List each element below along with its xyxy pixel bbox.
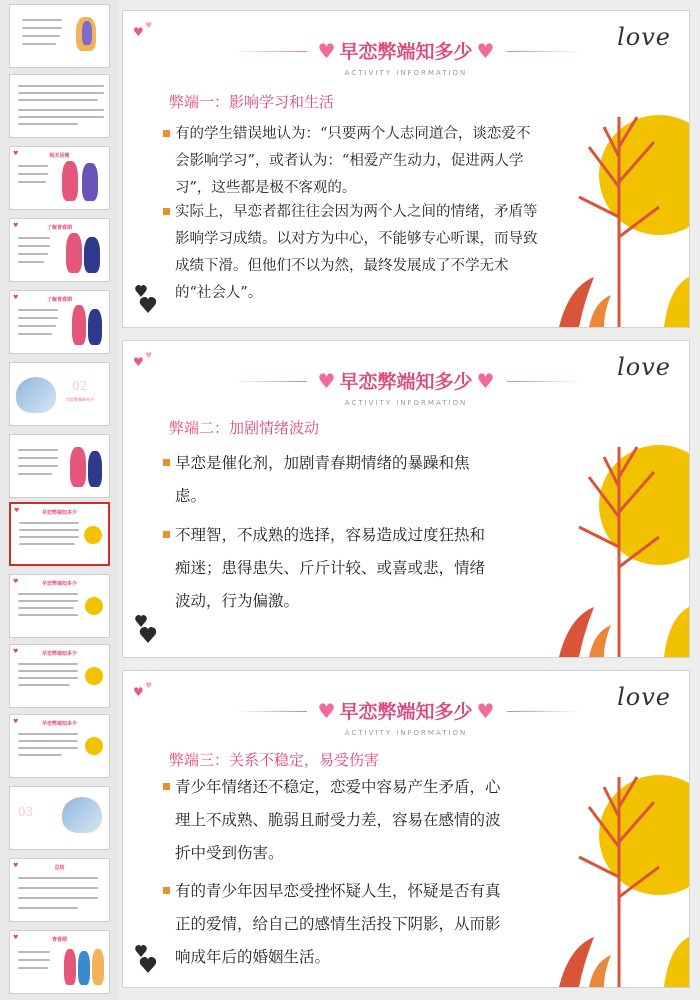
heart-icon: ♥ <box>145 351 153 360</box>
slide-subtitle: ACTIVITY INFORMATION <box>344 729 468 737</box>
slide-thumbnail-9[interactable]: ♥ 早恋弊端知多少 <box>9 574 110 638</box>
paragraph: 有的青少年因早恋受挫怀疑人生，怀疑是否有真正的爱情，给自己的感情生活投下阴影，从而影响成年后的婚姻生活。 <box>163 875 513 974</box>
bullet-icon <box>163 130 170 137</box>
heart-icon: ♥ <box>476 38 495 63</box>
slide-thumbnail-4[interactable]: ♥ 了解青春期 <box>9 218 110 282</box>
tree-decoration <box>549 747 689 987</box>
section-heading: 弊端一：影响学习和生活 <box>169 93 335 111</box>
paragraph: 不理智，不成熟的选择，容易造成过度狂热和痴迷；患得患失、斤斤计较、或喜或悲，情绪波动，行为偏激。 <box>163 519 499 618</box>
slide-3[interactable] <box>122 670 690 988</box>
section-heading: 弊端二：加剧情绪波动 <box>169 419 320 437</box>
slide-thumbnail-panel <box>0 0 118 1000</box>
heart-icon: ♥ <box>133 685 144 699</box>
heart-icon: ♥ <box>133 355 144 369</box>
heart-icon: ♥ <box>133 25 144 39</box>
slide-thumbnail-1[interactable] <box>9 4 110 68</box>
slide-thumbnail-5[interactable]: ♥ 了解青春期 <box>9 290 110 354</box>
slide-1[interactable] <box>122 10 690 328</box>
slide-thumbnail-12[interactable]: 03 <box>9 786 110 850</box>
paragraph: 早恋是催化剂，加剧青春期情绪的暴躁和焦虑。 <box>163 447 499 513</box>
paragraph: 实际上，早恋者都往往会因为两个人之间的情绪，矛盾等影响学习成绩。以对方为中心，不能够专心听课，而导致成绩下滑。但他们不以为然，最终发展成了不学无术的“社会人”。 <box>163 199 543 307</box>
slide-2[interactable] <box>122 340 690 658</box>
slide-thumbnail-3[interactable]: ♥ 相关话题 <box>9 146 110 210</box>
slide-title-text: 早恋弊端知多少 <box>339 371 473 393</box>
heart-icon: ♥ <box>476 368 495 393</box>
bullet-icon <box>163 531 170 538</box>
heart-icon: ♥ <box>476 698 495 723</box>
slide-title-text: 早恋弊端知多少 <box>339 701 473 723</box>
heart-icon: ♥ <box>145 21 153 30</box>
slide-thumbnail-6[interactable]: 02 早恋弊端知多少 <box>9 362 110 426</box>
slide-thumbnail-8[interactable]: ♥ 早恋弊端知多少 <box>9 502 110 566</box>
slide-thumbnail-14[interactable]: ♥ 青春期 <box>9 930 110 994</box>
section-heading: 弊端三：关系不稳定，易受伤害 <box>169 751 380 769</box>
slide-thumbnail-2[interactable] <box>9 74 110 138</box>
heart-icon: ♥ <box>317 698 336 723</box>
dark-hearts-icon <box>133 281 165 317</box>
bullet-icon <box>163 459 170 466</box>
slide-subtitle: ACTIVITY INFORMATION <box>344 69 468 77</box>
tree-decoration <box>549 87 689 327</box>
heart-icon: ♥ <box>317 38 336 63</box>
paragraph: 青少年情绪还不稳定，恋爱中容易产生矛盾，心理上不成熟、脆弱且耐受力差，容易在感情的波折中受到伤害。 <box>163 771 513 870</box>
slide-thumbnail-7[interactable] <box>9 434 110 498</box>
dark-hearts-icon <box>133 941 165 977</box>
slide-title-text: 早恋弊端知多少 <box>339 41 473 63</box>
dark-hearts-icon <box>133 611 165 647</box>
heart-icon: ♥ <box>145 681 153 690</box>
tree-decoration <box>549 417 689 657</box>
slide-title <box>123 367 689 397</box>
heart-icon: ♥ <box>317 368 336 393</box>
love-logo: love <box>617 683 671 711</box>
paragraph: 有的学生错误地认为：“只要两个人志同道合，谈恋爱不会影响学习”，或者认为：“相爱产生动力，促进两人学习”，这些都是极不客观的。 <box>163 121 543 202</box>
bullet-icon <box>163 783 170 790</box>
love-logo: love <box>617 23 671 51</box>
bullet-icon <box>163 887 170 894</box>
slide-title <box>123 697 689 727</box>
slide-thumbnail-13[interactable]: ♥ 总结 <box>9 858 110 922</box>
love-logo: love <box>617 353 671 381</box>
slide-thumbnail-10[interactable]: ♥ 早恋弊端知多少 <box>9 644 110 708</box>
slide-subtitle: ACTIVITY INFORMATION <box>344 399 468 407</box>
slide-thumbnail-11[interactable]: ♥ 早恋弊端知多少 <box>9 714 110 778</box>
slide-title <box>123 37 689 67</box>
bullet-icon <box>163 208 170 215</box>
